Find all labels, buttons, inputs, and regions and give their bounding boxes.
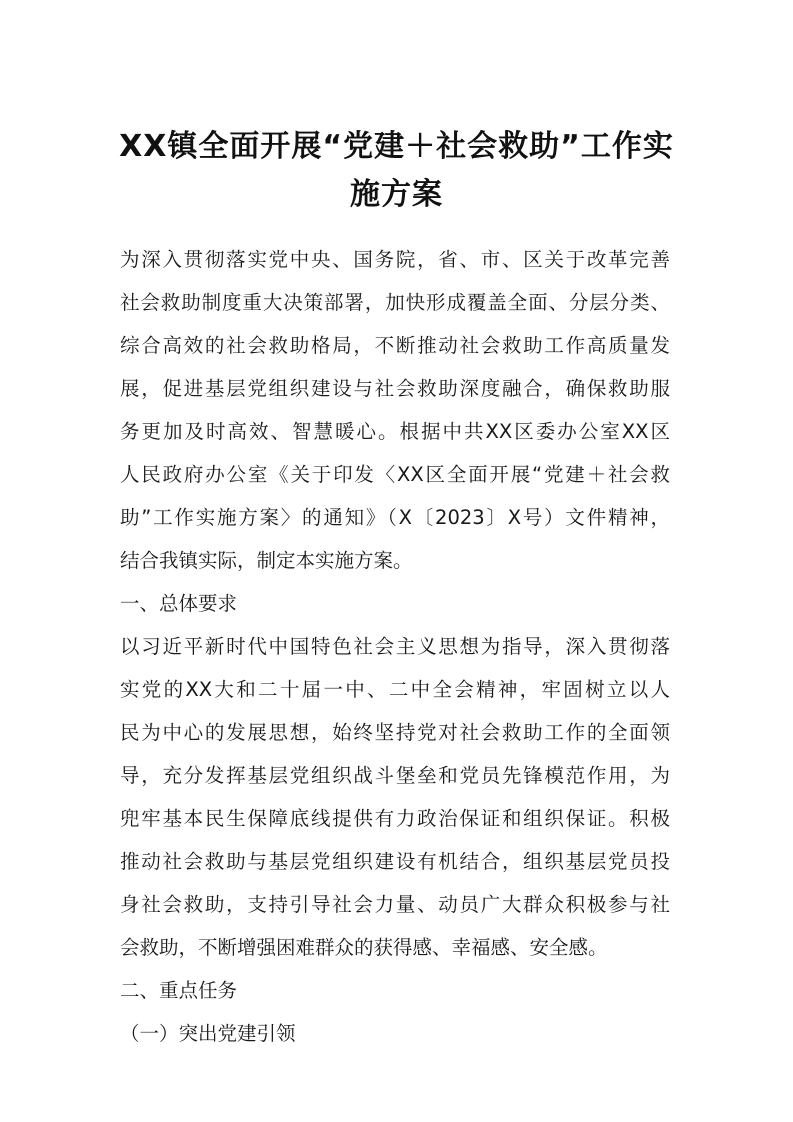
paragraph-line: 民为中心的发展思想，始终坚持党对社会救助工作的全面领 xyxy=(120,721,670,744)
paragraph-line: 结合我镇实际，制定本实施方案。 xyxy=(120,549,413,572)
section-heading: 二、重点任务 xyxy=(120,979,238,1002)
document-title-line-1: XX镇全面开展“党建＋社会救助”工作实 xyxy=(119,129,674,164)
paragraph-line: 人民政府办公室《关于印发〈XX区全面开展“党建＋社会救 xyxy=(120,463,670,486)
paragraph-line: 为深入贯彻落实党中央、国务院，省、市、区关于改革完善 xyxy=(120,248,670,271)
paragraph-line: 会救助，不断增强困难群众的获得感、幸福感、安全感。 xyxy=(120,936,608,959)
paragraph-line: 综合高效的社会救助格局，不断推动社会救助工作高质量发 xyxy=(120,334,670,357)
paragraph-line: 以习近平新时代中国特色社会主义思想为指导，深入贯彻落 xyxy=(120,635,670,658)
paragraph-line: 推动社会救助与基层党组织建设有机结合，组织基层党员投 xyxy=(120,850,670,873)
paragraph-line: 兜牢基本民生保障底线提供有力政治保证和组织保证。积极 xyxy=(120,807,670,830)
subsection-heading: （一）突出党建引领 xyxy=(120,1022,296,1045)
paragraph-line: 社会救助制度重大决策部署，加快形成覆盖全面、分层分类、 xyxy=(120,291,670,314)
paragraph-line: 务更加及时高效、智慧暖心。根据中共XX区委办公室XX区 xyxy=(120,420,670,443)
document-title-line-2: 施方案 xyxy=(350,177,443,212)
paragraph-line: 导，充分发挥基层党组织战斗堡垒和党员先锋模范作用，为 xyxy=(120,764,670,787)
paragraph-line: 展，促进基层党组织建设与社会救助深度融合，确保救助服 xyxy=(120,377,670,400)
section-heading: 一、总体要求 xyxy=(120,592,238,615)
paragraph-line: 身社会救助，支持引导社会力量、动员广大群众积极参与社 xyxy=(120,893,670,916)
paragraph-line: 实党的XX大和二十届一中、二中全会精神，牢固树立以人 xyxy=(120,678,670,701)
paragraph-line: 助”工作实施方案〉的通知》（X〔2023〕X号）文件精神， xyxy=(120,506,670,529)
